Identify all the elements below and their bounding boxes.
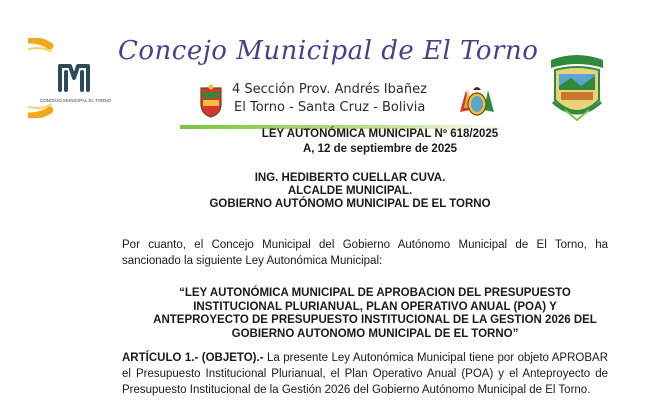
law-number: LEY AUTONÓMICA MUNICIPAL Nº 618/2025 [261, 128, 499, 140]
article-text: La presente Ley Autonómica Municipal tiene por objeto APROBAR el Presupuesto Institucional Plurianual, el Plan Operativo Anual (POA) y el Anteproyecto de Presupuesto Institucional de la Gestión 2026 del Gobierno Autónomo Municipal de El Torno. [122, 352, 608, 396]
section-line: 4 Sección Prov. Andrés Ibañez [232, 82, 427, 97]
addressee-title: ALCALDE MUNICIPAL. [287, 185, 413, 197]
law-title-line: GOBIERNO AUTONOMO MUNICIPAL DE EL TORNO” [231, 327, 519, 340]
article-label: ARTÍCULO 1.- (OBJETO).- [122, 352, 264, 364]
council-name: Concejo Municipal de El Torno [118, 36, 539, 66]
law-title-line: ANTEPROYECTO DE PRESUPUESTO INSTITUCIONAL DE LA GESTION 2026 DEL [153, 314, 597, 326]
council-logo [28, 38, 123, 118]
bolivia-coat-of-arms [456, 82, 498, 120]
province-coat-of-arms [198, 84, 224, 118]
law-title-line: “LEY AUTONÓMICA MUNICIPAL DE APROBACION DEL PRESUPUESTO [179, 287, 571, 299]
article-1 [122, 350, 608, 398]
law-date: A, 12 de septiembre de 2025 [302, 143, 458, 155]
council-logo-caption: CONCEJO MUNICIPAL EL TORNO [40, 98, 112, 103]
addressee-name: ING. HEDIBERTO CUELLAR CUVA. [254, 172, 446, 184]
intro-paragraph: Por cuanto, el Concejo Municipal del Gobierno Autónomo Municipal de El Torno, ha sancionado la siguiente Ley Autonómica Municipal: [122, 239, 608, 267]
location-line: El Torno - Santa Cruz - Bolivia [234, 100, 426, 115]
law-title-line: INSTITUCIONAL PLURIANUAL, PLAN OPERATIVO ANUAL (POA) Y [193, 300, 557, 313]
addressee-institution: GOBIERNO AUTÓNOMO MUNICIPAL DE EL TORNO [209, 198, 491, 210]
el-torno-emblem [547, 46, 607, 126]
law-title [140, 287, 610, 341]
emblem-banner-text: EL TORNO [565, 51, 591, 57]
